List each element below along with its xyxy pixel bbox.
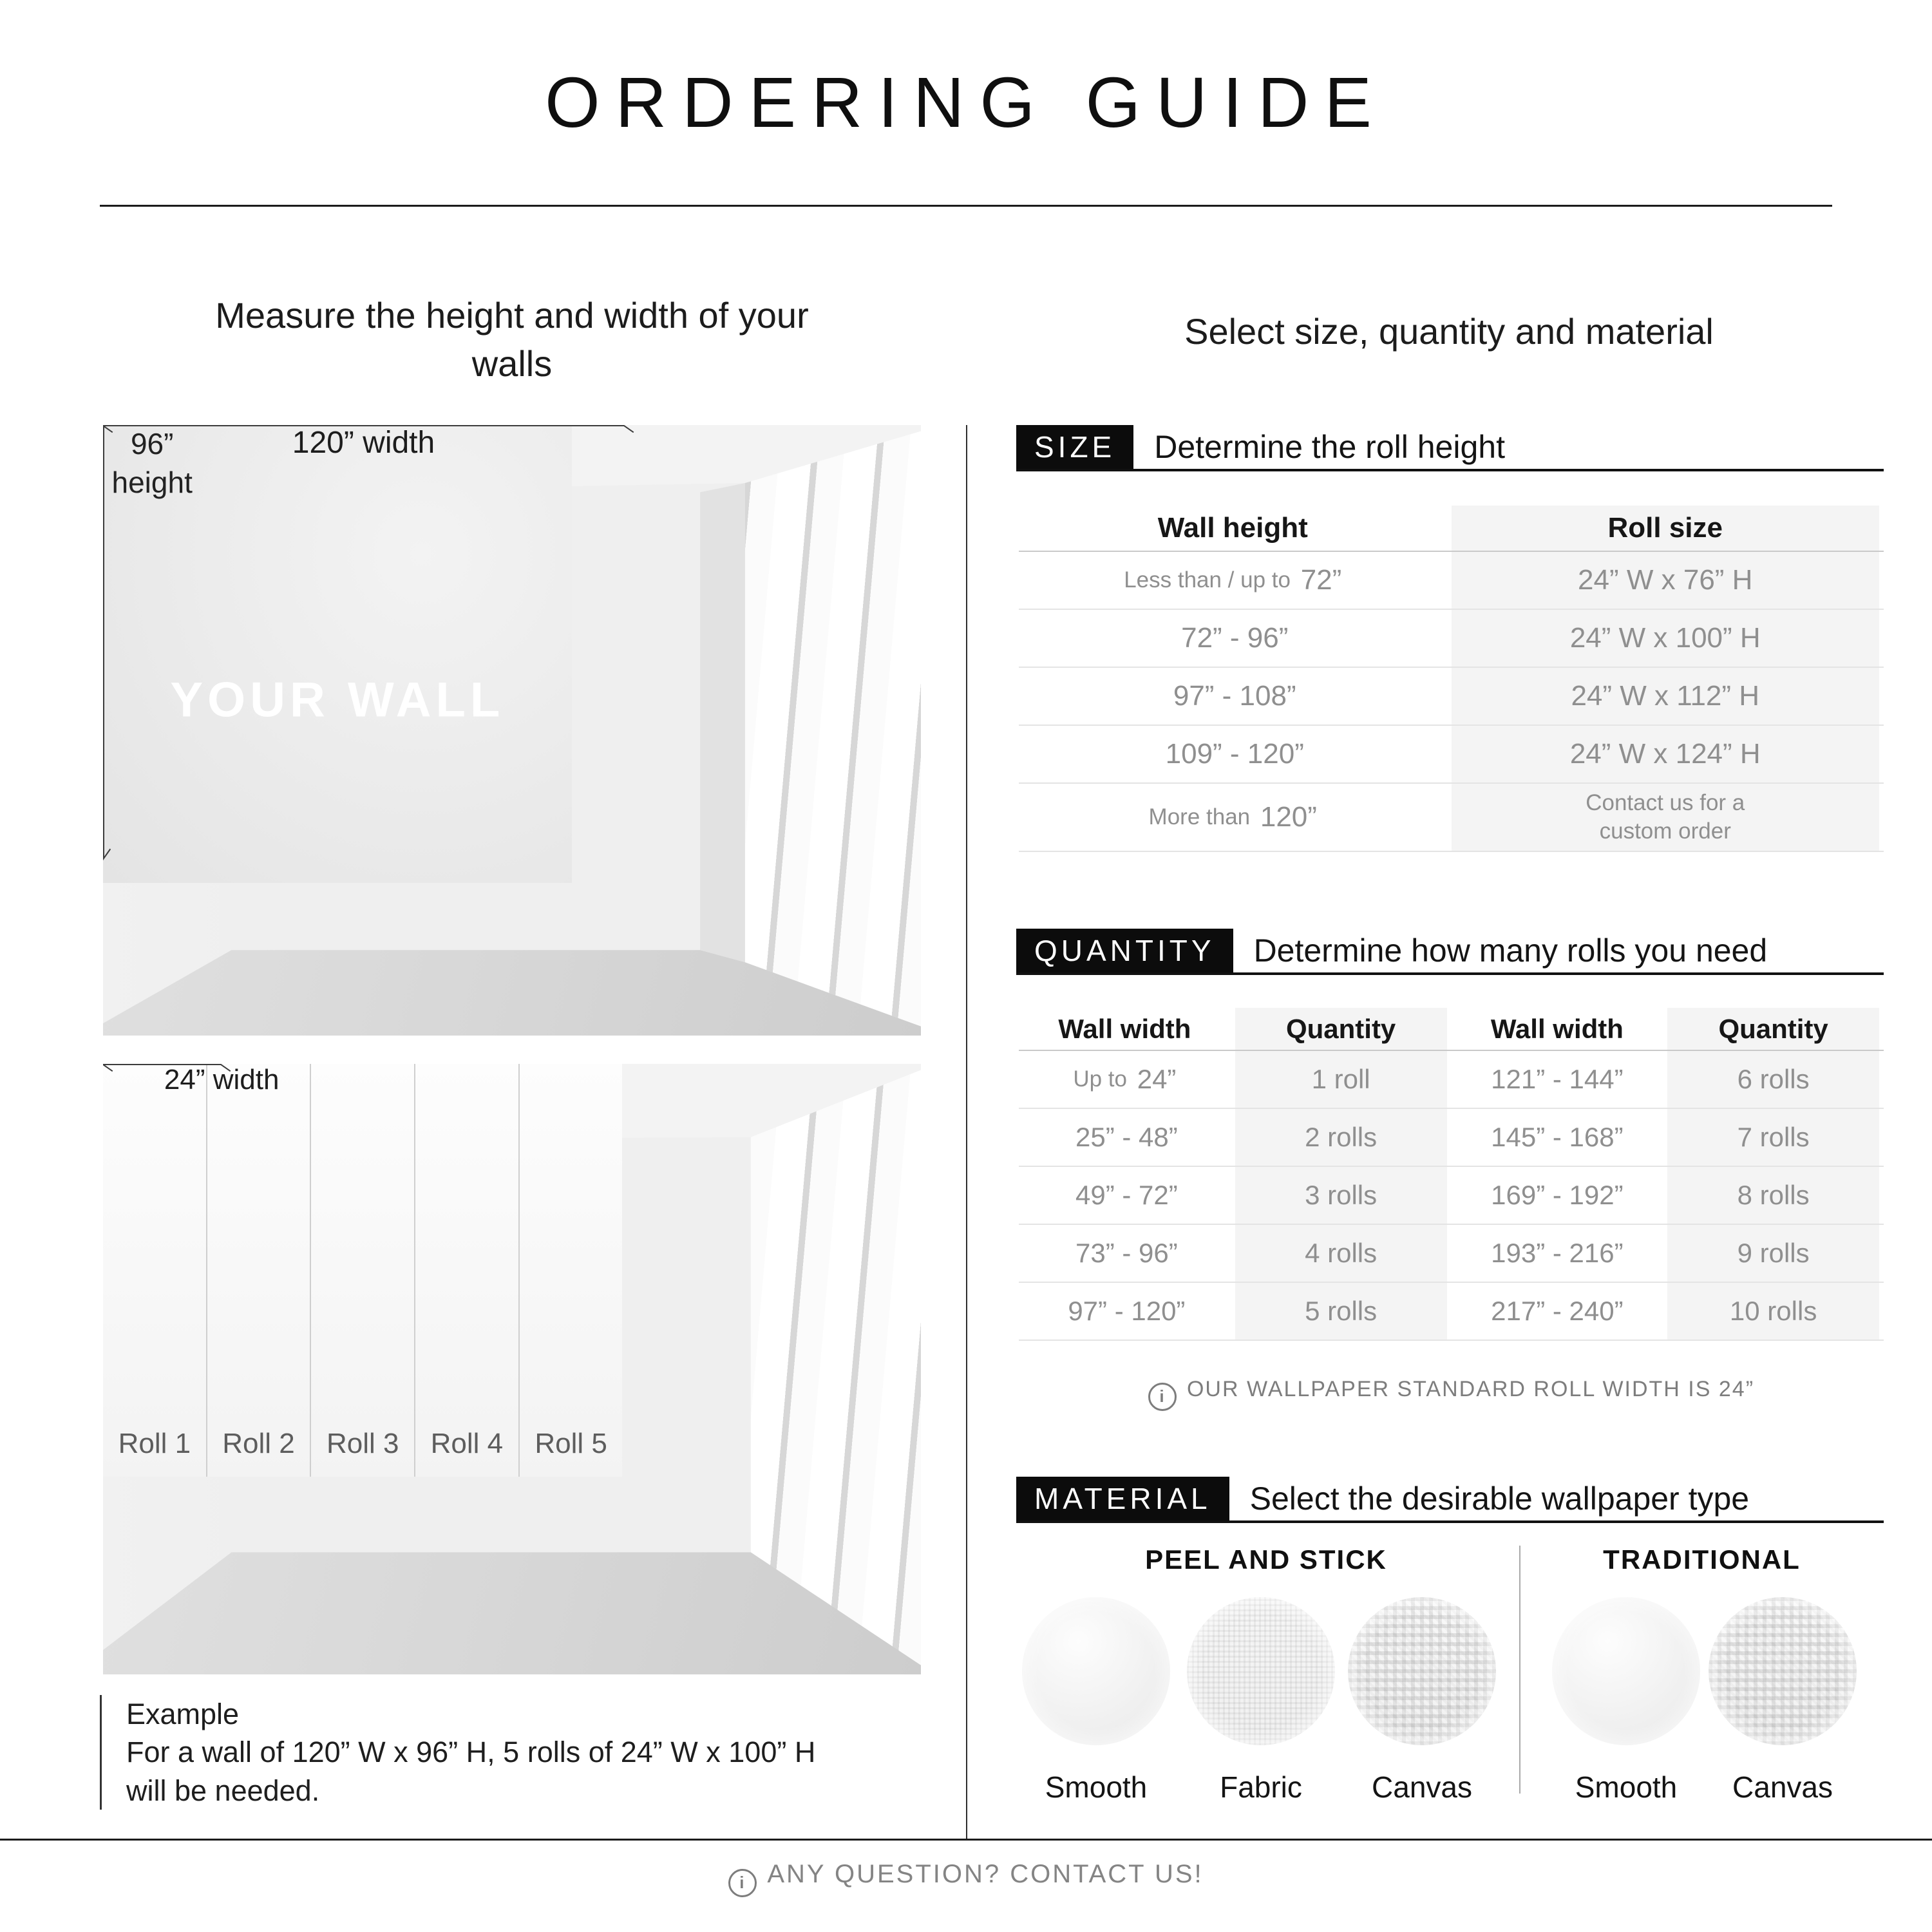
material-group-peel-and-stick: PEEL AND STICK [1145,1544,1387,1575]
cell-value: 72” [1300,564,1342,596]
quantity-table-row [1019,1283,1884,1341]
footer-divider [0,1839,1932,1841]
roll-size-cell: 24” W x 76” H [1447,552,1884,609]
size-table-header-row [1019,506,1884,552]
quantity-cell: 4 rolls [1231,1225,1452,1282]
quantity-table-row [1019,1225,1884,1283]
material-option-label: Fabric [1220,1770,1302,1804]
wall-width-cell [1019,1109,1231,1166]
info-icon [728,1869,757,1897]
roll-size-cell: 24” W x 100” H [1447,610,1884,667]
wall-width-cell: 169” - 192” [1491,1180,1624,1210]
roll-size-cell: 24” W x 124” H [1447,726,1884,782]
cell-value: 120” [1260,801,1317,833]
wall-width-cell [1019,1225,1231,1282]
quantity-cell: 3 rolls [1231,1167,1452,1224]
quantity-table-row [1019,1109,1884,1167]
roll-label: Roll 5 [535,1428,607,1460]
swatch-canvas-peel [1348,1597,1496,1745]
quantity-section-title: Determine how many rolls you need [1253,933,1768,969]
room-illustration-rolls [103,1064,921,1674]
cell-value: 97” - 108” [1173,680,1296,712]
material-group-traditional: TRADITIONAL [1603,1544,1801,1575]
example-line: For a wall of 120” W x 96” H, 5 rolls of 24” W x 100” H [126,1736,816,1769]
wall-height-cell [1019,784,1447,851]
footer-contact-note [0,1860,1932,1897]
roll-label: Roll 1 [118,1428,191,1460]
quantity-cell: 10 rolls [1663,1283,1884,1340]
cell-prefix: More than [1148,804,1256,829]
quantity-cell: 6 rolls [1663,1051,1884,1108]
footer-contact-text: ANY QUESTION? CONTACT US! [767,1860,1204,1888]
quantity-cell: 8 rolls [1663,1167,1884,1224]
cell-value: 25” - 48” [1075,1122,1178,1152]
wall-height-cell [1019,726,1447,782]
quantity-table [1019,1008,1884,1341]
wall-height-label: 96” height [111,427,193,499]
page-title: ORDERING GUIDE [545,63,1387,142]
left-column-heading: Measure the height and width of your walls [215,295,809,384]
cell-value: 49” - 72” [1075,1180,1178,1210]
wall-width-cell: 217” - 240” [1491,1296,1624,1326]
material-option-label: Canvas [1732,1770,1833,1804]
roll-width-label: 24” width [164,1064,279,1095]
column-divider [966,425,967,1839]
quantity-table-row [1019,1051,1884,1109]
quantity-badge: QUANTITY [1016,929,1233,972]
roll-label: Roll 4 [430,1428,504,1460]
wall-width-label: 120” width [292,426,435,460]
quantity-cell: 5 rolls [1231,1283,1452,1340]
roll-panel [415,1064,520,1477]
roll-label: Roll 2 [222,1428,295,1460]
cell-value: 73” - 96” [1075,1238,1178,1268]
quantity-cell: 9 rolls [1663,1225,1884,1282]
size-section-header [1016,425,1884,471]
cell-prefix: Up to [1073,1066,1133,1092]
roll-width-note [1019,1377,1884,1411]
wall-width-cell [1019,1167,1231,1224]
qty-col-quantity: Quantity [1231,1008,1452,1050]
material-section-title: Select the desirable wallpaper type [1249,1481,1750,1517]
quantity-cell: 1 roll [1231,1051,1452,1108]
size-table-row [1019,726,1884,784]
example-note [100,1695,989,1810]
quantity-cell: 2 rolls [1231,1109,1452,1166]
size-table-row [1019,552,1884,610]
material-group-divider [1519,1546,1520,1794]
material-badge: MATERIAL [1016,1477,1229,1520]
swatch-smooth-traditional [1552,1597,1700,1745]
swatch-canvas-traditional [1709,1597,1857,1745]
your-wall-label: YOUR WALL [170,672,505,728]
size-table-row [1019,668,1884,726]
roll-size-cell: 24” W x 112” H [1447,668,1884,724]
quantity-section-header [1016,929,1884,975]
cell-value: 97” - 120” [1068,1296,1186,1326]
wall-width-cell [1019,1051,1231,1108]
size-badge: SIZE [1016,425,1133,469]
roll-panel [520,1064,623,1477]
material-option-label: Smooth [1045,1770,1148,1804]
wall-width-cell: 121” - 144” [1491,1064,1624,1094]
wall-width-cell: 145” - 168” [1491,1122,1624,1152]
quantity-table-header-row [1019,1008,1884,1051]
wall-height-cell [1019,610,1447,667]
wall-height-cell [1019,668,1447,724]
right-column-heading: Select size, quantity and material [1184,311,1714,352]
quantity-table-row [1019,1167,1884,1225]
swatch-fabric-peel [1187,1597,1335,1745]
material-option-label: Canvas [1372,1770,1472,1804]
qty-col-wall-width: Wall width [1058,1013,1191,1044]
example-line: will be needed. [126,1774,320,1807]
roll-width-note-text: OUR WALLPAPER STANDARD ROLL WIDTH IS 24” [1186,1377,1755,1401]
swatch-smooth-peel [1022,1597,1170,1745]
room-illustration-measure [103,425,921,1036]
cell-value: 109” - 120” [1165,738,1304,770]
size-col-roll-size: Roll size [1447,506,1884,551]
size-table [1019,506,1884,852]
wall-width-cell [1019,1283,1231,1340]
title-divider [100,205,1832,207]
roll-label: Roll 3 [326,1428,399,1460]
material-option-label: Smooth [1575,1770,1678,1804]
material-section-header [1016,1477,1884,1523]
wall-width-cell: 193” - 216” [1491,1238,1624,1268]
size-table-row [1019,610,1884,668]
wall-height-cell [1019,552,1447,609]
qty-col-quantity: Quantity [1663,1008,1884,1050]
size-section-title: Determine the roll height [1154,429,1505,465]
qty-col-wall-width: Wall width [1490,1013,1624,1044]
roll-size-cell: Contact us for a custom order [1447,784,1884,851]
cell-value: 72” - 96” [1181,622,1289,654]
cell-value: 24” [1137,1064,1177,1094]
info-icon [1148,1383,1177,1411]
size-table-row [1019,784,1884,852]
cell-prefix: Less than / up to [1124,567,1297,592]
example-title: Example [126,1698,240,1730]
size-col-wall-height: Wall height [1157,512,1308,544]
quantity-cell: 7 rolls [1663,1109,1884,1166]
